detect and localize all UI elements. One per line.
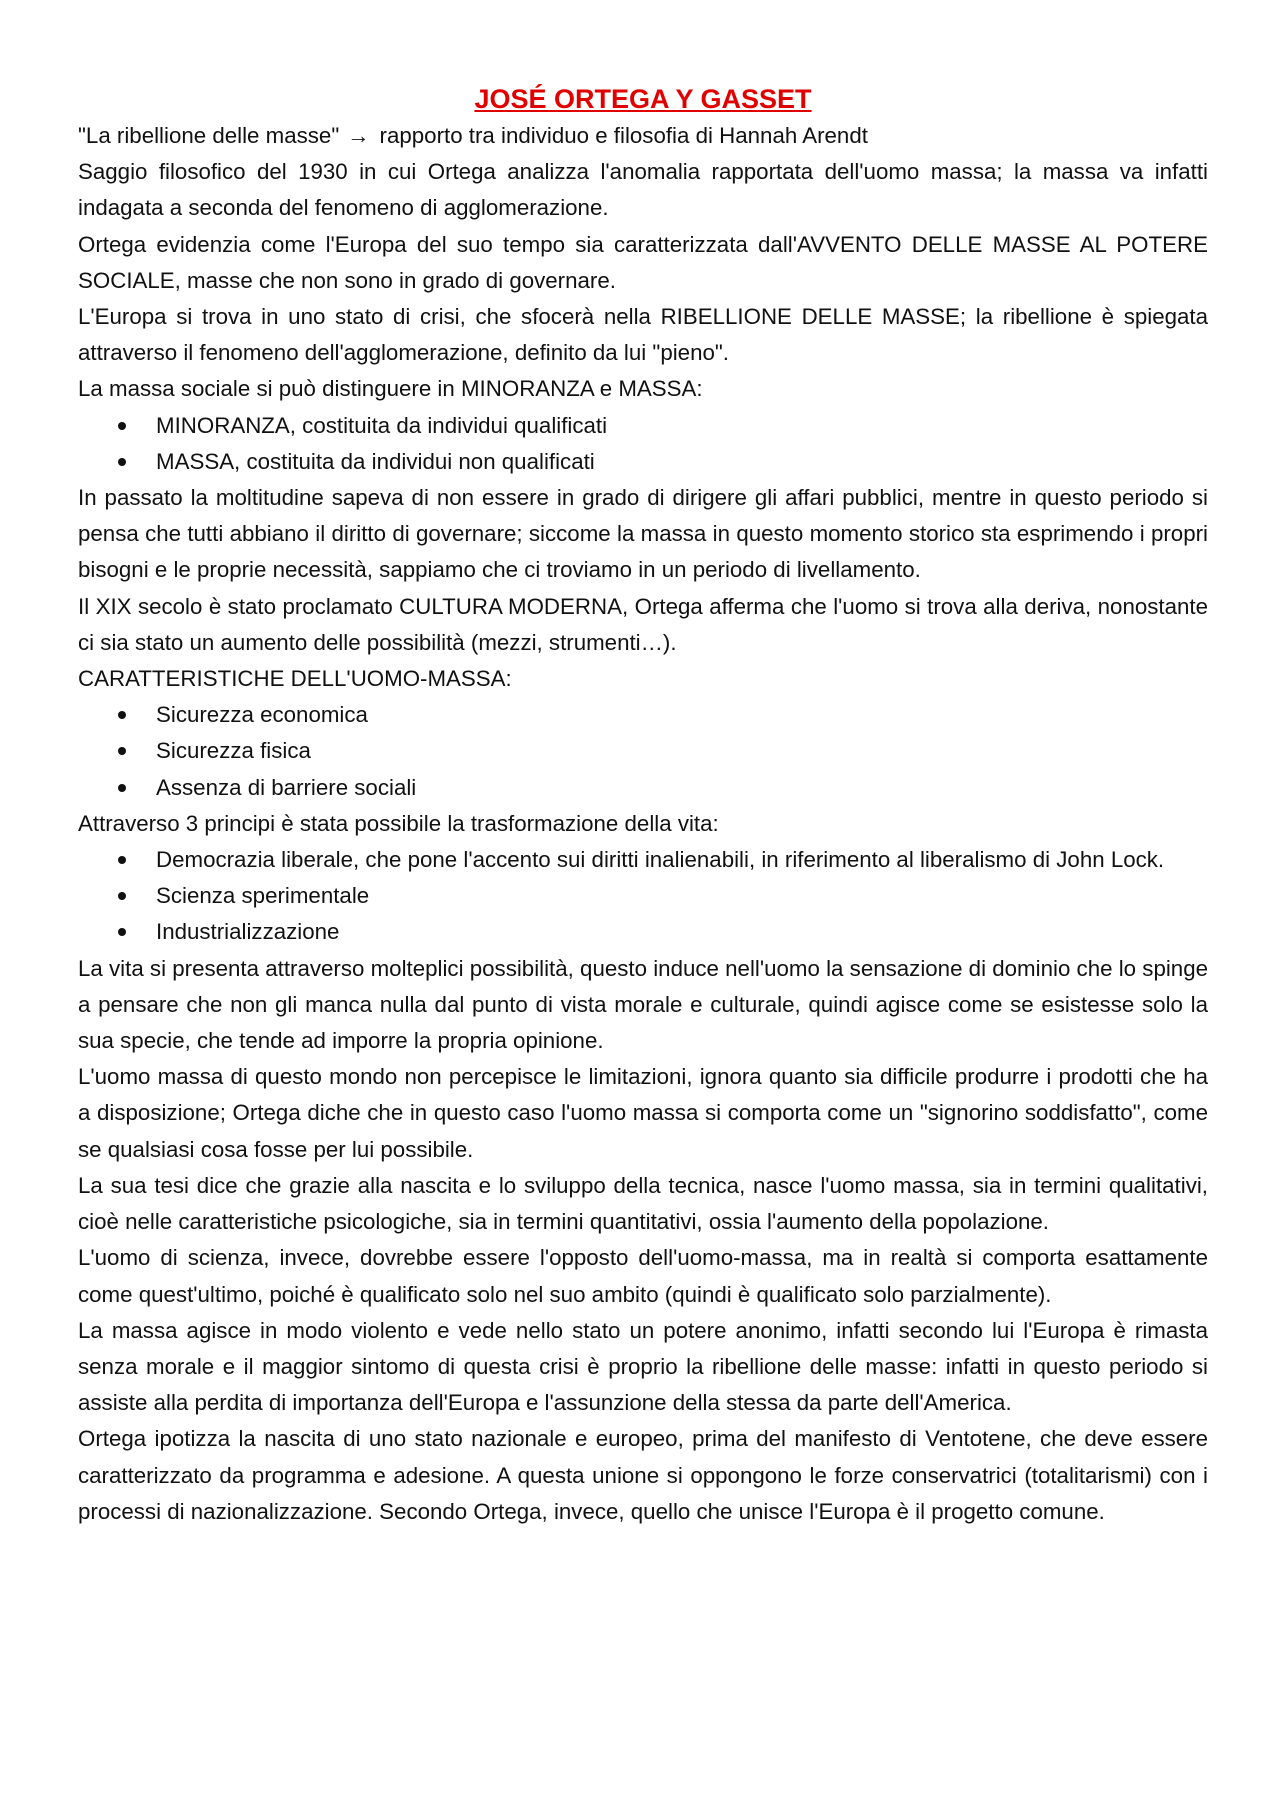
paragraph-8: Attraverso 3 principi è stata possibile la trasformazione della vita: (78, 810, 719, 836)
paragraph-6: Il XIX secolo è stato proclamato CULTURA MODERNA, Ortega afferma che l'uomo si trova alla deriva, nonostante ci sia stato un aumento delle possibilità (mezzi, strumenti…). (78, 593, 1208, 655)
list-item-text: Industrializzazione (156, 919, 340, 945)
list-item-text: Sicurezza economica (156, 702, 368, 728)
groups-list (78, 408, 1208, 480)
document-title: JOSÉ ORTEGA Y GASSET (474, 84, 812, 114)
paragraph-13: La massa agisce in modo violento e vede nello stato un potere anonimo, infatti secondo lui l'Europa è rimasta senza morale e il maggior sintomo di questa crisi è proprio la ribellione delle masse: infatti in questo periodo si assiste alla perdita di importanza dell'Europa e l'assunzione della stessa da parte dell'America. (78, 1317, 1208, 1416)
paragraph-2: Ortega evidenzia come l'Europa del suo tempo sia caratterizzata dall'AVVENTO DELLE MASSE AL POTERE SOCIALE, masse che non sono in grado di governare. (78, 231, 1208, 293)
principles-list (78, 842, 1208, 951)
list-item (78, 914, 1208, 950)
list-item-text: MINORANZA, costituita da individui qualificati (156, 412, 608, 438)
list-item-text: Sicurezza fisica (156, 738, 311, 764)
list-item (78, 444, 1208, 480)
bullet-icon (118, 458, 126, 466)
book-title: "La ribellione delle masse" (78, 123, 340, 148)
list-item (78, 770, 1208, 806)
bullet-icon (118, 892, 126, 900)
list-item (78, 878, 1208, 914)
list-item (78, 697, 1208, 733)
paragraph-9: La vita si presenta attraverso molteplici possibilità, questo induce nell'uomo la sensazione di dominio che lo spinge a pensare che non gli manca nulla dal punto di vista morale e culturale, quindi agisce come se esistesse solo la sua specie, che tende ad imporre la propria opinione. (78, 955, 1208, 1054)
paragraph-12: L'uomo di scienza, invece, dovrebbe essere l'opposto dell'uomo-massa, ma in realtà si comporta esattamente come quest'ultimo, poiché è qualificato solo nel suo ambito (quindi è qualificato solo parzialmente). (78, 1245, 1208, 1307)
paragraph-4: La massa sociale si può distinguere in MINORANZA e MASSA: (78, 376, 703, 402)
paragraph-11: La sua tesi dice che grazie alla nascita e lo sviluppo della tecnica, nasce l'uomo massa, sia in termini qualitativi, cioè nelle caratteristiche psicologiche, sia in termini quantitativi, ossia l'aumento della popolazione. (78, 1172, 1208, 1235)
list-item (78, 842, 1208, 878)
paragraph-14: Ortega ipotizza la nascita di uno stato nazionale e europeo, prima del manifesto di Ventotene, che deve essere caratterizzato da programma e adesione. A questa unione si oppongono le forze conservatrici (totalitarismi) con i processi di nazionalizzazione. Secondo Ortega, invece, quello che unisce l'Europa è il progetto comune. (78, 1426, 1208, 1524)
paragraph-5: In passato la moltitudine sapeva di non essere in grado di dirigere gli affari pubblici, mentre in questo periodo si pensa che tutti abbiano il diritto di governare; siccome la massa in questo momento storico sta esprimendo i propri bisogni e le proprie necessità, sappiamo che ci troviamo in un periodo di livellamento. (78, 485, 1208, 583)
list-item (78, 733, 1208, 769)
list-item-text: Scienza sperimentale (156, 883, 370, 909)
bullet-icon (118, 784, 126, 792)
paragraph-10: L'uomo massa di questo mondo non percepisce le limitazioni, ignora quanto sia difficile produrre i prodotti che ha a disposizione; Ortega diche che in questo caso l'uomo massa si comporta come un "signorino soddisfatto", come se qualsiasi cosa fosse per lui possibile. (78, 1064, 1208, 1162)
bullet-icon (118, 422, 126, 430)
paragraph-7: CARATTERISTICHE DELL'UOMO-MASSA: (78, 666, 512, 692)
bullet-icon (118, 711, 126, 719)
paragraph-1: Saggio filosofico del 1930 in cui Ortega analizza l'anomalia rapportata dell'uomo massa; la massa va infatti indagata a seconda del fenomeno di agglomerazione. (78, 159, 1208, 221)
intro-relation: rapporto tra individuo e filosofia di Hannah Arendt (379, 123, 868, 148)
bullet-icon (118, 856, 126, 864)
characteristics-list (78, 697, 1208, 806)
paragraph-3: L'Europa si trova in uno stato di crisi, che sfocerà nella RIBELLIONE DELLE MASSE; la ribellione è spiegata attraverso il fenomeno dell'agglomerazione, definito da lui "pieno". (78, 304, 1208, 366)
intro-line (78, 118, 1208, 154)
bullet-icon (118, 747, 126, 755)
list-item (78, 408, 1208, 444)
list-item-text: Democrazia liberale, che pone l'accento sui diritti inalienabili, in riferimento al liberalismo di John Lock. (156, 847, 1165, 873)
list-item-text: MASSA, costituita da individui non qualificati (156, 448, 595, 474)
list-item-text: Assenza di barriere sociali (156, 774, 417, 800)
arrow-right-icon: → (347, 123, 370, 148)
bullet-icon (118, 928, 126, 936)
